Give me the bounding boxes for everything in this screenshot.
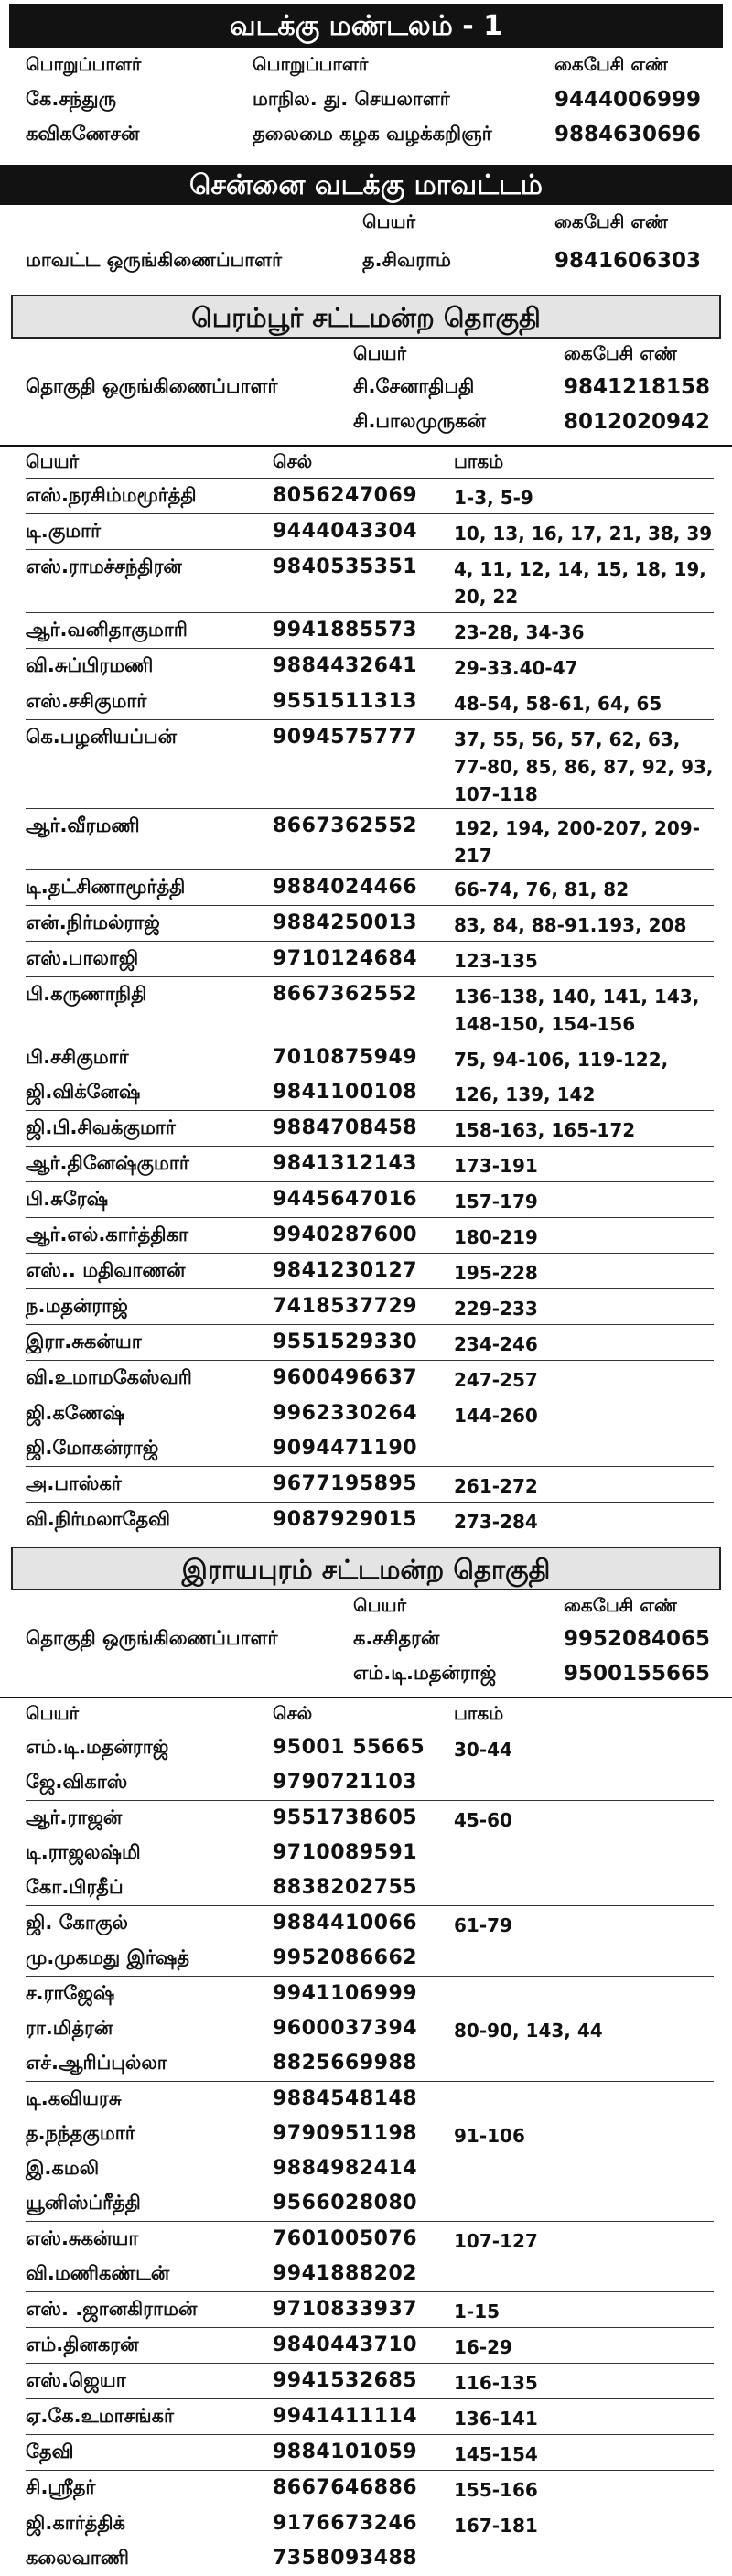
table-row — [26, 1218, 714, 1253]
row-name: எஸ்.பாலாஜி — [26, 947, 139, 969]
table-row — [26, 550, 714, 612]
table-group — [26, 2363, 714, 2398]
row-name: ரா.மித்ரன் — [26, 2017, 113, 2039]
zone-row — [26, 117, 714, 152]
row-name: வி.சுப்பிரமணி — [26, 654, 154, 676]
row-name: தேவி — [26, 2441, 74, 2463]
table-row — [26, 942, 714, 976]
row-part: 75, 94-106, 119-122, — [454, 1049, 669, 1071]
row-part: 107-127 — [454, 2230, 538, 2252]
newspaper-page — [0, 4, 732, 2570]
row-name: ச.ராஜேஷ் — [26, 1982, 115, 2004]
perambur-th-part: பாகம் — [454, 449, 504, 472]
row-name: எம்.டி.மதன்ராஜ் — [26, 1736, 169, 1758]
row-name: கோ.பிரதீப் — [26, 1876, 124, 1898]
row-name: ஆர்.தினேஷ்குமார் — [26, 1152, 189, 1174]
row-part: 273-284 — [454, 1511, 538, 1533]
row-phone: 9941885573 — [273, 619, 418, 641]
row-part: 29-33.40-47 — [454, 657, 578, 679]
table-row — [26, 1254, 714, 1288]
table-group — [26, 2434, 714, 2470]
district-name: த.சிவராம் — [362, 248, 451, 271]
row-phone: 8667362552 — [273, 814, 418, 837]
table-row — [26, 2328, 714, 2363]
row-part: 136-141 — [454, 2408, 538, 2430]
row-part: 61-79 — [454, 1914, 512, 1936]
table-row — [26, 2506, 714, 2541]
row-part: 123-135 — [454, 950, 538, 972]
perambur-th-name: பெயர் — [26, 449, 80, 472]
row-phone: 8056247069 — [273, 484, 418, 507]
perambur-coord-header-phone: கைபேசி எண் — [564, 341, 678, 364]
table-group — [26, 1110, 714, 1146]
table-row — [26, 870, 714, 905]
table-row — [26, 613, 714, 648]
district-row — [26, 240, 714, 282]
row-phone: 9677195895 — [273, 1472, 418, 1495]
row-part: 180-219 — [454, 1226, 538, 1248]
row-name: சி.ஶ்ரீதர் — [26, 2476, 96, 2498]
zone-row-name: கே.சந்துரு — [26, 87, 117, 110]
zone-row-name: கவிகணேசன் — [26, 122, 140, 145]
table-row — [26, 906, 714, 941]
table-row — [26, 1396, 714, 1431]
row-name: ஆர்.எல்.கார்த்திகா — [26, 1223, 188, 1245]
royapuram-th-name: பெயர் — [26, 1701, 80, 1724]
table-row — [26, 1111, 714, 1146]
row-part — [454, 1870, 714, 1876]
table-row — [26, 1431, 714, 1466]
zone-header-1: பொறுப்பாளர் — [26, 52, 142, 75]
row-part: 126, 139, 142 — [454, 1083, 596, 1105]
perambur-coord-name: சி.பாலமுருகன் — [353, 409, 487, 432]
table-group — [26, 869, 714, 905]
table-row — [26, 2541, 714, 2576]
perambur-table-header-row — [26, 447, 714, 478]
table-row — [26, 479, 714, 513]
table-group — [26, 1502, 714, 1537]
row-phone: 9884024466 — [273, 876, 418, 899]
row-part: 167-181 — [454, 2515, 538, 2537]
row-part — [454, 2257, 714, 2262]
row-part — [454, 2082, 714, 2087]
table-row — [26, 2082, 714, 2117]
row-name: ஆர்.வனிதாகுமாரி — [26, 619, 188, 641]
row-name: எஸ்.சுகன்யா — [26, 2227, 139, 2249]
royapuram-coord-phone: 9952084065 — [564, 1627, 711, 1651]
row-phone: 7601005076 — [273, 2227, 418, 2250]
zone-section — [0, 48, 732, 152]
district-section — [0, 205, 732, 282]
row-name: வி.நிர்மலாதேவி — [26, 1508, 171, 1530]
table-group — [26, 2398, 714, 2434]
row-name: பி.சசிகுமார் — [26, 1046, 129, 1068]
row-phone: 8825669988 — [273, 2052, 418, 2075]
row-phone: 9884250013 — [273, 911, 418, 934]
row-part: 234-246 — [454, 1333, 538, 1355]
perambur-coord-row — [26, 404, 714, 439]
table-row — [26, 2364, 714, 2398]
royapuram-coord-header-name: பெயர் — [353, 1593, 407, 1616]
row-part: 195-228 — [454, 1262, 538, 1284]
row-part: 91-106 — [454, 2125, 525, 2147]
row-part: 4, 11, 12, 14, 15, 18, 19, 20, 22 — [454, 558, 706, 608]
row-phone: 9094575777 — [273, 726, 418, 749]
row-phone: 9841100108 — [273, 1081, 418, 1104]
perambur-coord-phone: 8012020942 — [564, 410, 711, 434]
row-phone: 9884548148 — [273, 2087, 418, 2110]
row-phone: 9962330264 — [273, 1402, 418, 1425]
royapuram-coord-name: க.சசிதரன் — [353, 1626, 440, 1649]
row-name: கெ.பழனியப்பன் — [26, 726, 178, 748]
row-part: 80-90, 143, 44 — [454, 2020, 603, 2042]
row-part: 261-272 — [454, 1475, 538, 1497]
row-phone: 9841312143 — [273, 1152, 418, 1175]
row-name: எச்.ஆரிப்புல்லா — [26, 2052, 167, 2074]
perambur-coord-label: தொகுதி ஒருங்கிணைப்பாளர் — [26, 374, 278, 397]
zone-row-role: மாநில. து. செயலாளர் — [253, 87, 450, 110]
table-group — [26, 478, 714, 513]
row-part — [454, 2151, 714, 2157]
royapuram-coord-section — [0, 1590, 732, 1691]
row-name: இரா.சுகன்யா — [26, 1331, 142, 1353]
table-row — [26, 2117, 714, 2151]
district-title: சென்னை வடக்கு மாவட்டம் — [0, 165, 732, 205]
table-group — [26, 1800, 714, 1905]
row-part — [454, 1941, 714, 1946]
royapuram-coord-phone: 9500155665 — [564, 1662, 711, 1686]
royapuram-th-phone: செல் — [273, 1701, 313, 1724]
royapuram-table — [0, 1730, 732, 2576]
row-name: ஜி.பி.சிவக்குமார் — [26, 1116, 176, 1138]
row-phone: 9941888202 — [273, 2262, 418, 2285]
table-group — [26, 549, 714, 612]
table-row — [26, 2186, 714, 2221]
row-name: யூனிஸ்ப்ரீத்தி — [26, 2192, 141, 2214]
table-group — [26, 2327, 714, 2363]
royapuram-table-header-row — [26, 1698, 714, 1730]
perambur-title: பெரம்பூர் சட்டமன்ற தொகுதி — [11, 295, 721, 339]
table-row — [26, 2435, 714, 2470]
row-name: ஜி.மோகன்ராஜ் — [26, 1437, 159, 1459]
table-group — [26, 1040, 714, 1110]
row-part — [454, 2046, 714, 2052]
row-phone: 9884708458 — [273, 1116, 418, 1139]
row-name: ஏ.கே.உமாசங்கர் — [26, 2405, 174, 2427]
row-part: 158-163, 165-172 — [454, 1119, 636, 1141]
table-group — [26, 941, 714, 976]
row-phone: 9600037394 — [273, 2017, 418, 2040]
table-group — [26, 1905, 714, 1976]
row-name: எஸ்.ஜெயா — [26, 2369, 126, 2391]
district-header-phone: கைபேசி எண் — [554, 210, 669, 232]
row-phone: 9884982414 — [273, 2157, 418, 2180]
table-group — [26, 1324, 714, 1360]
table-group — [26, 1146, 714, 1181]
row-phone: 8838202755 — [273, 1876, 418, 1899]
row-part: 48-54, 58-61, 64, 65 — [454, 693, 662, 715]
perambur-coord-phone: 9841218158 — [564, 375, 711, 399]
table-row — [26, 2046, 714, 2081]
table-row — [26, 2292, 714, 2327]
row-part: 144-260 — [454, 1405, 538, 1427]
row-part: 155-166 — [454, 2479, 538, 2501]
row-name: ந.மதன்ராஜ் — [26, 1295, 128, 1317]
row-part: 23-28, 34-36 — [454, 621, 585, 643]
row-part — [454, 2186, 714, 2192]
table-group — [26, 1217, 714, 1253]
royapuram-title: இராயபுரம் சட்டமன்ற தொகுதி — [11, 1547, 721, 1590]
row-phone: 8667362552 — [273, 983, 418, 1006]
row-phone: 8667646886 — [273, 2476, 418, 2499]
table-group — [26, 719, 714, 808]
row-phone: 7358093488 — [273, 2547, 418, 2570]
perambur-coord-section — [0, 339, 732, 439]
royapuram-table-header — [0, 1697, 732, 1730]
row-part: 157-179 — [454, 1191, 538, 1213]
row-part — [454, 1977, 714, 1982]
row-part: 173-191 — [454, 1155, 538, 1177]
table-row — [26, 1182, 714, 1217]
royapuram-coord-header-phone: கைபேசி எண் — [564, 1593, 678, 1616]
row-part — [454, 2541, 714, 2547]
royapuram-coord-row — [26, 1656, 714, 1691]
row-name: எஸ்.ராமச்சந்திரன் — [26, 555, 182, 577]
table-group — [26, 1976, 714, 2081]
row-phone: 9710833937 — [273, 2298, 418, 2321]
row-phone: 9884101059 — [273, 2441, 418, 2463]
row-name: எஸ். .ஜானகிராமன் — [26, 2298, 198, 2320]
table-group — [26, 905, 714, 941]
row-name: இ.கமலி — [26, 2157, 100, 2179]
row-name: ஜி. கோகுல் — [26, 1912, 128, 1934]
row-part: 45-60 — [454, 1809, 512, 1831]
row-phone: 9087929015 — [273, 1508, 418, 1531]
district-header-row — [26, 205, 714, 240]
table-row — [26, 1503, 714, 1537]
row-phone: 9941411114 — [273, 2405, 418, 2428]
table-group — [26, 513, 714, 549]
royapuram-th-part: பாகம் — [454, 1701, 504, 1724]
table-row — [26, 1075, 714, 1110]
row-phone: 9884432641 — [273, 654, 418, 677]
table-group — [26, 684, 714, 719]
row-phone: 9841230127 — [273, 1259, 418, 1282]
row-part: 145-154 — [454, 2443, 538, 2465]
royapuram-coord-header — [26, 1590, 714, 1622]
table-row — [26, 2222, 714, 2257]
perambur-coord-header — [26, 339, 714, 370]
row-phone: 9884410066 — [273, 1912, 418, 1935]
row-phone: 9790721103 — [273, 1771, 418, 1794]
row-name: எஸ்.சசிகுமார் — [26, 690, 147, 712]
row-name: பி.கருணாநிதி — [26, 983, 147, 1005]
table-row — [26, 1467, 714, 1502]
table-group — [26, 2221, 714, 2291]
row-part: 16-29 — [454, 2336, 512, 2358]
row-phone: 9551511313 — [273, 690, 418, 713]
table-row — [26, 1361, 714, 1396]
table-row — [26, 1147, 714, 1181]
row-name: டி.கவியரசு — [26, 2087, 122, 2109]
zone-row-role: தலைமை கழக வழக்கறிஞர் — [253, 122, 492, 145]
row-phone: 7418537729 — [273, 1295, 418, 1318]
row-phone: 9551529330 — [273, 1331, 418, 1353]
row-name: ஆர்.வீரமணி — [26, 814, 140, 836]
row-name: வி.மணிகண்டன் — [26, 2262, 170, 2284]
royapuram-coord-row — [26, 1622, 714, 1656]
row-part: 10, 13, 16, 17, 21, 38, 39 — [454, 523, 713, 544]
table-group — [26, 1288, 714, 1324]
table-group — [26, 976, 714, 1040]
row-phone: 9710124684 — [273, 947, 418, 970]
table-group — [26, 1466, 714, 1502]
row-phone: 9940287600 — [273, 1223, 418, 1246]
perambur-th-phone: செல் — [273, 449, 313, 472]
row-part: 192, 194, 200-207, 209-217 — [454, 817, 701, 867]
row-name: ஜி.விக்னேஷ் — [26, 1081, 141, 1103]
zone-header-2: பொறுப்பாளர் — [253, 52, 369, 75]
table-row — [26, 1801, 714, 1836]
row-phone: 9840535351 — [273, 555, 418, 578]
table-group — [26, 2291, 714, 2327]
row-name: அ.பாஸ்கர் — [26, 1472, 122, 1494]
row-part — [454, 1431, 714, 1437]
row-phone: 9566028080 — [273, 2192, 418, 2215]
row-name: டி.குமார் — [26, 520, 102, 542]
table-group — [26, 2081, 714, 2221]
table-group — [26, 1396, 714, 1466]
zone-row-phone: 9884630696 — [554, 123, 702, 146]
table-row — [26, 1325, 714, 1360]
table-row — [26, 1906, 714, 1941]
zone-header-row — [26, 48, 714, 82]
zone-title: வடக்கு மண்டலம் - 1 — [9, 4, 723, 48]
district-label: மாவட்ட ஒருங்கிணைப்பாளர் — [26, 248, 283, 271]
perambur-table — [0, 478, 732, 1537]
royapuram-coord-label: தொகுதி ஒருங்கிணைப்பாளர் — [26, 1626, 278, 1649]
table-row — [26, 1977, 714, 2011]
row-part: 66-74, 76, 81, 82 — [454, 878, 630, 900]
table-row — [26, 649, 714, 684]
row-phone: 9551738605 — [273, 1806, 418, 1829]
row-part: 136-138, 140, 141, 143, 148-150, 154-156 — [454, 986, 700, 1035]
table-row — [26, 1730, 714, 1765]
row-name: எஸ்.நரசிம்மமூர்த்தி — [26, 484, 197, 506]
table-group — [26, 808, 714, 869]
table-group — [26, 648, 714, 684]
table-group — [26, 1730, 714, 1800]
table-row — [26, 720, 714, 808]
row-part: 116-135 — [454, 2372, 538, 2394]
row-name: கலைவாணி — [26, 2547, 130, 2569]
row-phone: 9790951198 — [273, 2122, 418, 2145]
table-row — [26, 809, 714, 869]
row-phone: 9600496637 — [273, 1366, 418, 1389]
zone-row — [26, 82, 714, 117]
table-group — [26, 2470, 714, 2506]
row-phone: 7010875949 — [273, 1046, 418, 1069]
row-name: எம்.தினகரன் — [26, 2333, 139, 2355]
table-row — [26, 1040, 714, 1075]
row-name: வி.உமாமகேஸ்வரி — [26, 1366, 192, 1388]
table-row — [26, 684, 714, 719]
row-name: ஆர்.ராஜன் — [26, 1806, 123, 1828]
table-row — [26, 1765, 714, 1800]
perambur-table-header — [0, 445, 732, 478]
row-part: 30-44 — [454, 1739, 512, 1761]
row-phone: 9176673246 — [273, 2512, 418, 2535]
row-part: 247-257 — [454, 1369, 538, 1391]
row-name: ஜி.கார்த்திக் — [26, 2512, 126, 2534]
row-phone: 9941532685 — [273, 2369, 418, 2392]
row-phone: 9445647016 — [273, 1188, 418, 1211]
table-group — [26, 2506, 714, 2576]
row-phone: 95001 55665 — [273, 1736, 425, 1759]
table-row — [26, 2011, 714, 2046]
table-group — [26, 1181, 714, 1217]
royapuram-coord-name: எம்.டி.மதன்ராஜ் — [353, 1661, 497, 1684]
row-phone: 9941106999 — [273, 1982, 418, 2005]
row-name: த.நந்தகுமார் — [26, 2122, 135, 2144]
perambur-coord-row — [26, 370, 714, 404]
row-part: 83, 84, 88-91.193, 208 — [454, 914, 687, 936]
zone-header-3: கைபேசி எண் — [554, 52, 669, 75]
row-phone: 9444043304 — [273, 520, 418, 543]
table-row — [26, 1870, 714, 1905]
row-name: என்.நிர்மல்ராஜ் — [26, 911, 160, 933]
table-row — [26, 2151, 714, 2186]
perambur-coord-header-name: பெயர் — [353, 341, 407, 364]
row-name: டி.ராஜலஷ்மி — [26, 1841, 141, 1863]
row-part — [454, 1765, 714, 1771]
table-group — [26, 612, 714, 648]
district-phone: 9841606303 — [554, 249, 702, 273]
row-part: 229-233 — [454, 1298, 538, 1320]
row-name: மு.முகமது இர்ஷத் — [26, 1946, 190, 1968]
row-name: பி.சுரேஷ் — [26, 1188, 109, 1210]
row-part: 1-15 — [454, 2301, 501, 2323]
table-row — [26, 1836, 714, 1870]
row-name: ஜி.கணேஷ் — [26, 1402, 124, 1424]
zone-row-phone: 9444006999 — [554, 88, 702, 112]
table-row — [26, 2257, 714, 2291]
row-phone: 9952086662 — [273, 1946, 418, 1969]
row-part — [454, 1836, 714, 1841]
row-name: எஸ்.. மதிவாணன் — [26, 1259, 186, 1281]
row-phone: 9710089591 — [273, 1841, 418, 1864]
table-row — [26, 1941, 714, 1976]
table-row — [26, 514, 714, 549]
row-name: ஜே.விகாஸ் — [26, 1771, 128, 1793]
row-part: 1-3, 5-9 — [454, 487, 533, 509]
row-phone: 9840443710 — [273, 2333, 418, 2356]
row-phone: 9094471190 — [273, 1437, 418, 1460]
table-row — [26, 2399, 714, 2434]
row-part: 37, 55, 56, 57, 62, 63, 77-80, 85, 86, 87, 92, 93, 107-118 — [454, 728, 714, 805]
table-group — [26, 1253, 714, 1288]
district-header-name: பெயர் — [362, 210, 416, 232]
perambur-coord-name: சி.சேனாதிபதி — [353, 374, 475, 397]
row-name: டி.தட்சிணாமூர்த்தி — [26, 876, 186, 898]
table-row — [26, 977, 714, 1040]
table-group — [26, 1360, 714, 1396]
table-row — [26, 1289, 714, 1324]
